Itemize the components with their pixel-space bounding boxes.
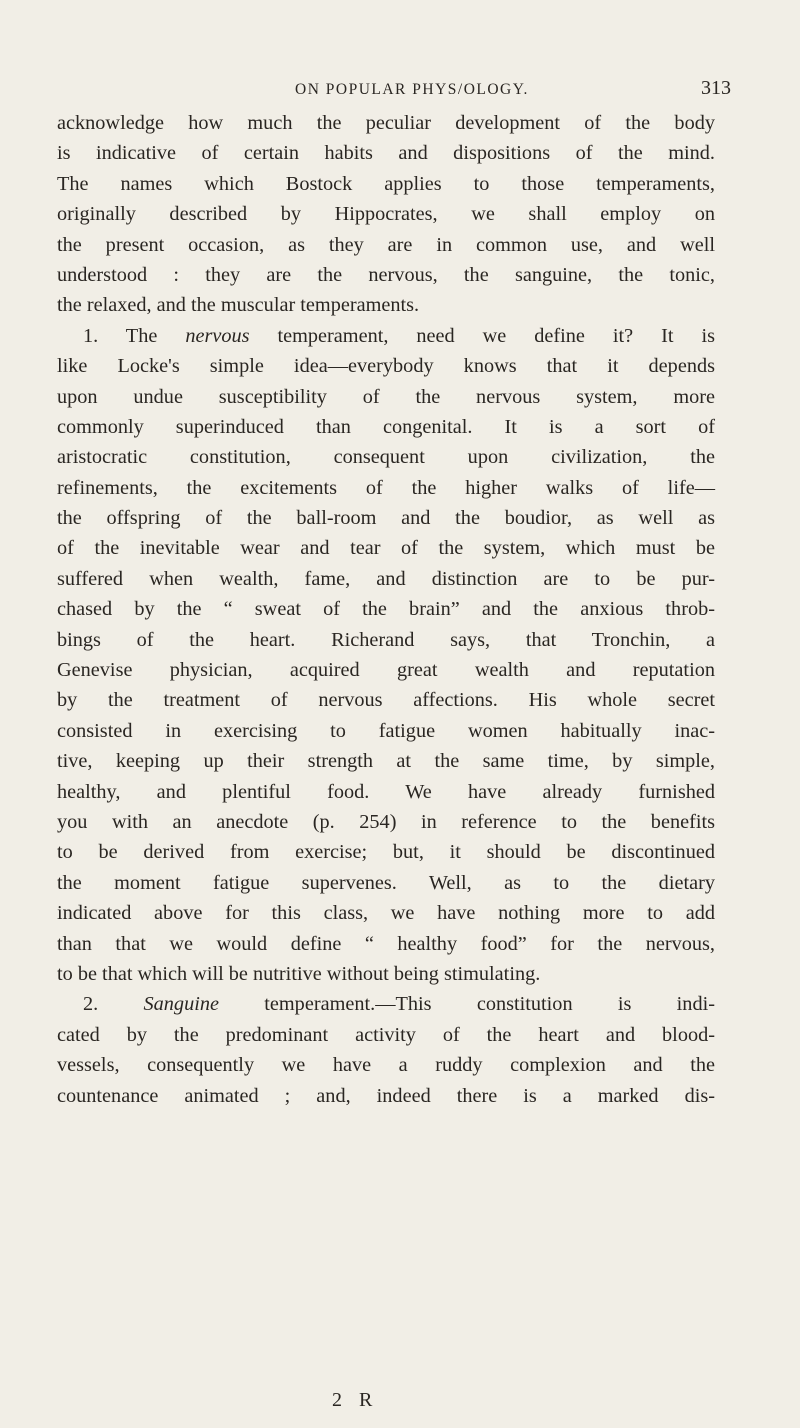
- italic-term: Sanguine: [143, 993, 219, 1016]
- paragraph-2-first-line: [57, 989, 715, 1019]
- text-line: healthy, and plentiful food. We have already furnished: [57, 780, 715, 803]
- text-line: countenance animated ; and, indeed there is a marked dis-: [57, 1084, 715, 1107]
- paragraph-1-first-line: [57, 321, 715, 351]
- running-head: ON POPULAR PHYS/OLOGY.: [295, 81, 529, 98]
- text-line: to be derived from exercise; but, it should be discontinued: [57, 841, 715, 864]
- text-line: you with an anecdote (p. 254) in reference to the benefits: [57, 810, 715, 833]
- text-line: the relaxed, and the muscular temperaments.: [57, 294, 420, 317]
- text-line: understood : they are the nervous, the sanguine, the tonic,: [57, 263, 715, 286]
- page-number: 313: [701, 77, 731, 99]
- text-line: of the inevitable wear and tear of the system, which must be: [57, 537, 715, 560]
- text-line: tive, keeping up their strength at the same time, by simple,: [57, 750, 715, 773]
- text-line: the present occasion, as they are in common use, and well: [57, 233, 715, 256]
- text-line: the offspring of the ball-room and the boudior, as well as: [57, 507, 715, 530]
- text-line: Genevise physician, acquired great wealth and reputation: [57, 659, 715, 682]
- text-line: acknowledge how much the peculiar development of the body: [57, 112, 715, 134]
- text-line: by the treatment of nervous affections. His whole secret: [57, 689, 715, 712]
- text-line: is indicative of certain habits and dispositions of the mind.: [57, 142, 715, 165]
- text-run: temperament, need we define it? It is: [277, 324, 715, 347]
- text-line: refinements, the excitements of the higher walks of life—: [57, 476, 715, 499]
- text-line: to be that which will be nutritive without being stimulating.: [57, 962, 541, 985]
- text-line: commonly superinduced than congenital. It is a sort of: [57, 415, 715, 438]
- body-text: [57, 108, 715, 1111]
- text-line: like Locke's simple idea—everybody knows that it depends: [57, 355, 715, 378]
- text-line: indicated above for this class, we have nothing more to add: [57, 902, 715, 925]
- paragraph-number: 2.: [83, 993, 99, 1016]
- text-line: the moment fatigue supervenes. Well, as to the dietary: [57, 871, 715, 894]
- text-line: The names which Bostock applies to those temperaments,: [57, 172, 715, 195]
- text-line: consisted in exercising to fatigue women habitually inac-: [57, 719, 715, 742]
- text-line: than that we would define “ healthy food” for the nervous,: [57, 932, 715, 955]
- text-line: originally described by Hippocrates, we shall employ on: [57, 203, 715, 226]
- paragraph-number: 1. The: [83, 324, 158, 347]
- text-line: upon undue susceptibility of the nervous system, more: [57, 385, 715, 408]
- text-run: temperament.—This constitution is indi-: [264, 993, 715, 1016]
- italic-term: nervous: [185, 324, 250, 347]
- text-line: suffered when wealth, fame, and distinction are to be pur-: [57, 567, 715, 590]
- text-line: cated by the predominant activity of the heart and blood-: [57, 1023, 715, 1046]
- text-line: aristocratic constitution, consequent upon civilization, the: [57, 446, 715, 469]
- text-line: bings of the heart. Richerand says, that Tronchin, a: [57, 628, 715, 651]
- signature-mark: 2 R: [332, 1389, 379, 1411]
- text-line: chased by the “ sweat of the brain” and the anxious throb-: [57, 598, 715, 621]
- text-line: vessels, consequently we have a ruddy complexion and the: [57, 1054, 715, 1077]
